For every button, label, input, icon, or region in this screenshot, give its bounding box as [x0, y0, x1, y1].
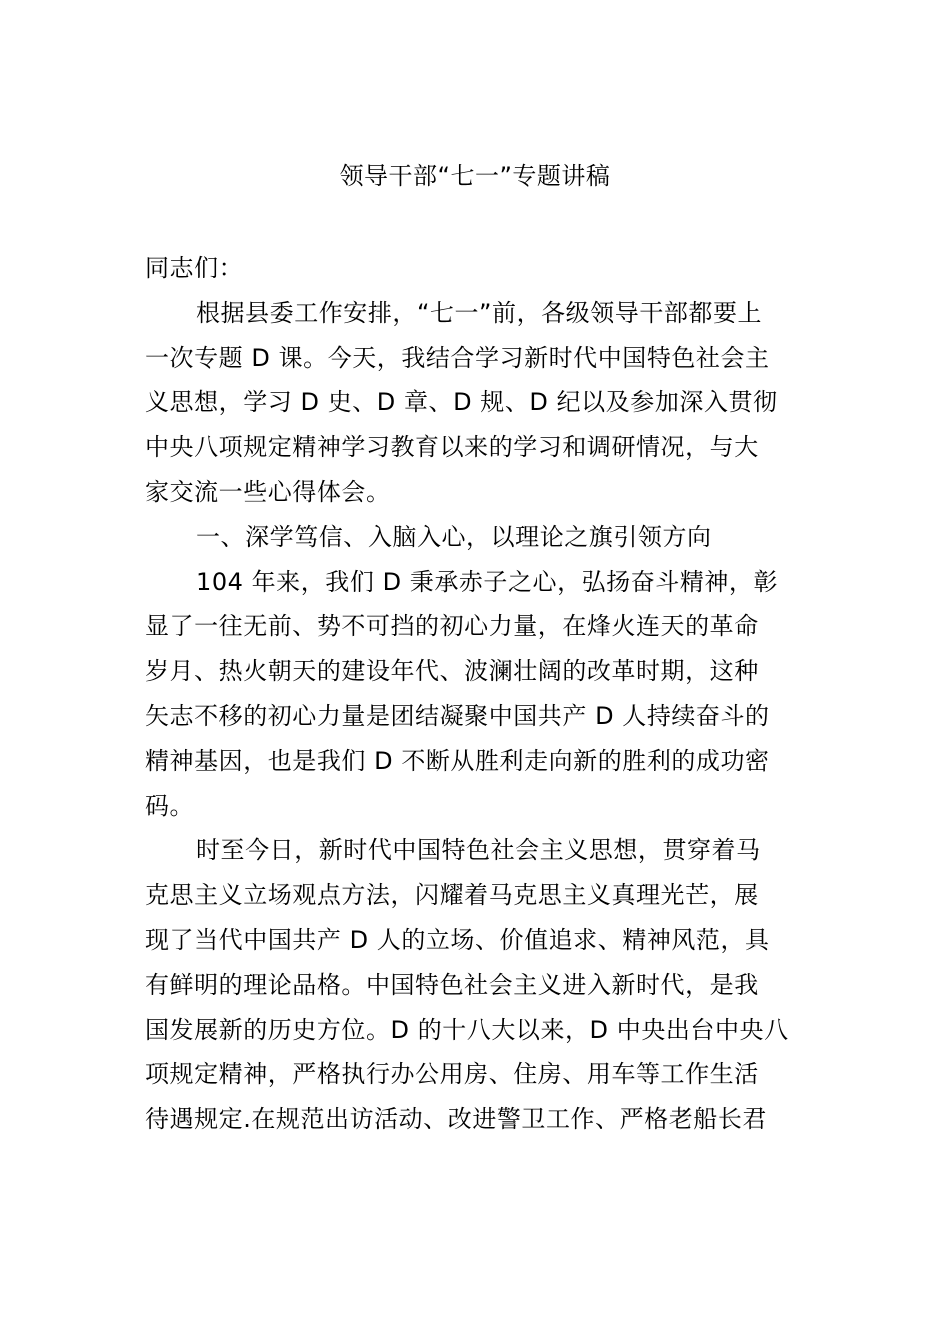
text-line: 矢志不移的初心力量是团结凝聚中国共产 D 人持续奋斗的 — [145, 701, 770, 730]
text-line: 项规定精神，严格执行办公用房、住房、用车等工作生活 — [145, 1060, 759, 1089]
text-line: 岁月、热火朝天的建设年代、波澜壮阔的改革时期，这种 — [145, 657, 759, 686]
document-body — [145, 246, 809, 1142]
text-line: 精神基因，也是我们 D 不断从胜利走向新的胜利的成功密 — [145, 746, 770, 775]
text-line: 有鲜明的理论品格。中国特色社会主义进入新时代，是我 — [145, 970, 759, 999]
text-line: 克思主义立场观点方法，闪耀着马克思主义真理光芒，展 — [145, 881, 759, 910]
text-line: 104 年来，我们 D 秉承赤子之心，弘扬奋斗精神，彰 — [196, 567, 779, 596]
text-line: 一、深学笃信、入脑入心，以理论之旗引领方向 — [196, 522, 712, 551]
text-line: 现了当代中国共产 D 人的立场、价值追求、精神风范，具 — [145, 925, 770, 954]
text-line: 中央八项规定精神学习教育以来的学习和调研情况，与大 — [145, 433, 759, 462]
text-line: 码。 — [145, 791, 195, 820]
text-line: 一次专题 D 课。今天，我结合学习新时代中国特色社会主 — [145, 343, 770, 372]
text-line: 家交流一些心得体会。 — [145, 477, 391, 506]
text-line: 显了一往无前、势不可挡的初心力量，在烽火连天的革命 — [145, 612, 759, 641]
text-line: 义思想，学习 D 史、D 章、D 规、D 纪以及参加深入贯彻 — [145, 388, 778, 417]
text-line: 时至今日，新时代中国特色社会主义思想，贯穿着马 — [196, 836, 761, 865]
text-line: 根据县委工作安排，“七一”前，各级领导干部都要上 — [196, 298, 763, 327]
text-line: 同志们： — [145, 254, 244, 282]
text-line: 待遇规定.在规范出访活动、改进警卫工作、严格老船长君 — [145, 1105, 767, 1134]
text-line: 国发展新的历史方位。D 的十八大以来，D 中央出台中央八 — [145, 1015, 789, 1044]
document-title: 领导干部“七一”专题讲稿 — [339, 162, 611, 190]
